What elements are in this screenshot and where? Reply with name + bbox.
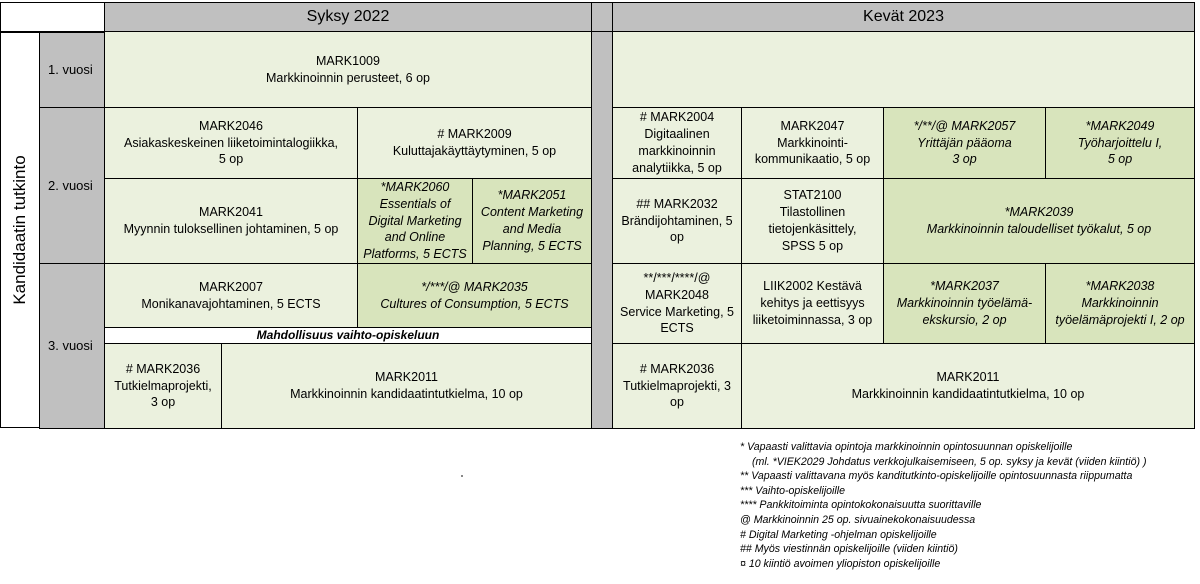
course-mark2004-text: # MARK2004 Digitaalinen markkinoinnin analytiikka, 5 op xyxy=(632,110,722,175)
course-mark2011-spring xyxy=(741,343,1195,429)
degree-label-text: Kandidaatin tutkinto xyxy=(10,155,29,305)
course-mark2036-spring xyxy=(612,343,742,429)
course-mark2046-text: MARK2046 Asiakaskeskeinen liiketoimintalogiikka, 5 op xyxy=(124,118,338,167)
course-mark2038 xyxy=(1045,263,1195,344)
course-mark2035-text: */***/@ MARK2035 Cultures of Consumption, 5 ECTS xyxy=(380,279,569,311)
course-mark2039-text: *MARK2039 Markkinoinnin taloudelliset työkalut, 5 op xyxy=(926,205,1152,236)
course-mark2036-autumn-text: # MARK2036 Tutkielmaprojekti, 3 op xyxy=(114,361,212,410)
course-mark2049-text: *MARK2049 Työharjoittelu I, 5 op xyxy=(1077,118,1163,167)
course-mark2036-autumn xyxy=(104,343,222,429)
footnote: **** Pankkitoiminta opintokokonaisuutta suorittaville xyxy=(740,499,982,512)
course-mark2037 xyxy=(883,263,1046,344)
semester-separator xyxy=(591,31,613,429)
footnote: * Vapaasti valittavia opintoja markkinoinnin opintosuunnan opiskelijoille xyxy=(740,441,1073,453)
empty-spring-y1 xyxy=(612,31,1195,108)
footnote: # Digital Marketing -ohjelman opiskelijoille xyxy=(740,528,937,541)
course-mark2046 xyxy=(104,107,358,179)
course-mark2011-autumn xyxy=(221,343,592,429)
course-mark2051 xyxy=(472,178,592,264)
course-mark2035 xyxy=(357,263,592,328)
course-mark2007 xyxy=(104,263,358,328)
course-liik2002-text: LIIK2002 Kestävä kehitys ja eettisyys liiketoiminnassa, 3 op xyxy=(752,279,873,327)
course-mark2011-autumn-text: MARK2011 Markkinoinnin kandidaatintutkielma, 10 op xyxy=(290,370,523,401)
course-mark2009 xyxy=(357,107,592,179)
course-mark2039 xyxy=(883,178,1195,264)
footnote: ## Myös viestinnän opiskelijoille (viiden kiintiö) xyxy=(740,543,958,556)
exchange-study-banner: Mahdollisuus vaihto-opiskeluun xyxy=(104,327,592,344)
corner-cell xyxy=(0,2,105,32)
footnote: *** Vaihto-opiskelijoille xyxy=(740,484,846,497)
course-mark2041-text: MARK2041 Myynnin tuloksellinen johtaminen, 5 op xyxy=(123,205,339,236)
header-gap xyxy=(591,2,613,32)
course-mark2037-text: *MARK2037 Markkinoinnin työelämä- ekskursio, 2 op xyxy=(896,279,1033,327)
footnotes xyxy=(740,440,1195,571)
course-mark2060 xyxy=(357,178,473,264)
course-mark2057 xyxy=(883,107,1046,179)
course-mark2048 xyxy=(612,263,742,344)
course-mark2041 xyxy=(104,178,358,264)
course-mark2049 xyxy=(1045,107,1195,179)
year-3-label: 3. vuosi xyxy=(39,263,105,429)
course-mark2057-text: */**/@ MARK2057 Yrittäjän pääoma 3 op xyxy=(913,118,1016,167)
course-mark2009-text: # MARK2009 Kuluttajakäyttäytyminen, 5 op xyxy=(392,127,557,158)
header-autumn: Syksy 2022 xyxy=(104,2,592,32)
course-mark2007-text: MARK2007 Monikanavajohtaminen, 5 ECTS xyxy=(141,279,321,311)
footnote: ¤ 10 kiintiö avoimen yliopiston opiskelijoille xyxy=(740,557,941,570)
header-spring: Kevät 2023 xyxy=(612,2,1195,32)
course-mark2004 xyxy=(612,107,742,179)
course-mark2032 xyxy=(612,178,742,264)
course-mark1009-text: MARK1009 Markkinoinnin perusteet, 6 op xyxy=(266,53,430,85)
course-mark2011-spring-text: MARK2011 Markkinoinnin kandidaatintutkielma, 10 op xyxy=(851,370,1085,401)
course-mark2036-spring-text: # MARK2036 Tutkielmaprojekti, 3 op xyxy=(623,361,731,410)
footnote: @ Markkinoinnin 25 op. sivuainekokonaisuudessa xyxy=(740,513,976,526)
course-mark2032-text: ## MARK2032 Brändijohtaminen, 5 op xyxy=(621,196,733,245)
course-mark2048-text: **/***/****/@ MARK2048 Service Marketing, 5 ECTS xyxy=(620,270,734,336)
degree-side-label xyxy=(0,32,40,428)
course-mark2060-text: *MARK2060 Essentials of Digital Marketing and Online Platforms, 5 ECTS xyxy=(363,179,467,262)
footnote: ** Vapaasti valittavana myös kanditutkinto-opiskelijoille opintosuunnasta riippumatta xyxy=(740,470,1133,483)
course-stat2100 xyxy=(741,178,884,264)
stray-dot xyxy=(461,475,463,477)
year-1-label: 1. vuosi xyxy=(39,32,105,108)
course-mark2047-text: MARK2047 Markkinointi- kommunikaatio, 5 op xyxy=(754,118,871,167)
course-stat2100-text: STAT2100 Tilastollinen tietojenkäsittely, SPSS 5 op xyxy=(768,188,857,253)
course-mark1009 xyxy=(104,31,592,108)
course-liik2002 xyxy=(741,263,884,344)
footnote: (ml. *VIEK2029 Johdatus verkkojulkaisemiseen, 5 op. syksy ja kevät (viiden kiintiö) ) xyxy=(752,455,1147,468)
course-mark2047 xyxy=(741,107,884,179)
course-mark2051-text: *MARK2051 Content Marketing and Media Planning, 5 ECTS xyxy=(480,188,584,253)
course-mark2038-text: *MARK2038 Markkinoinnin työelämäprojekti I, 2 op xyxy=(1055,279,1185,327)
year-2-label: 2. vuosi xyxy=(39,107,105,264)
